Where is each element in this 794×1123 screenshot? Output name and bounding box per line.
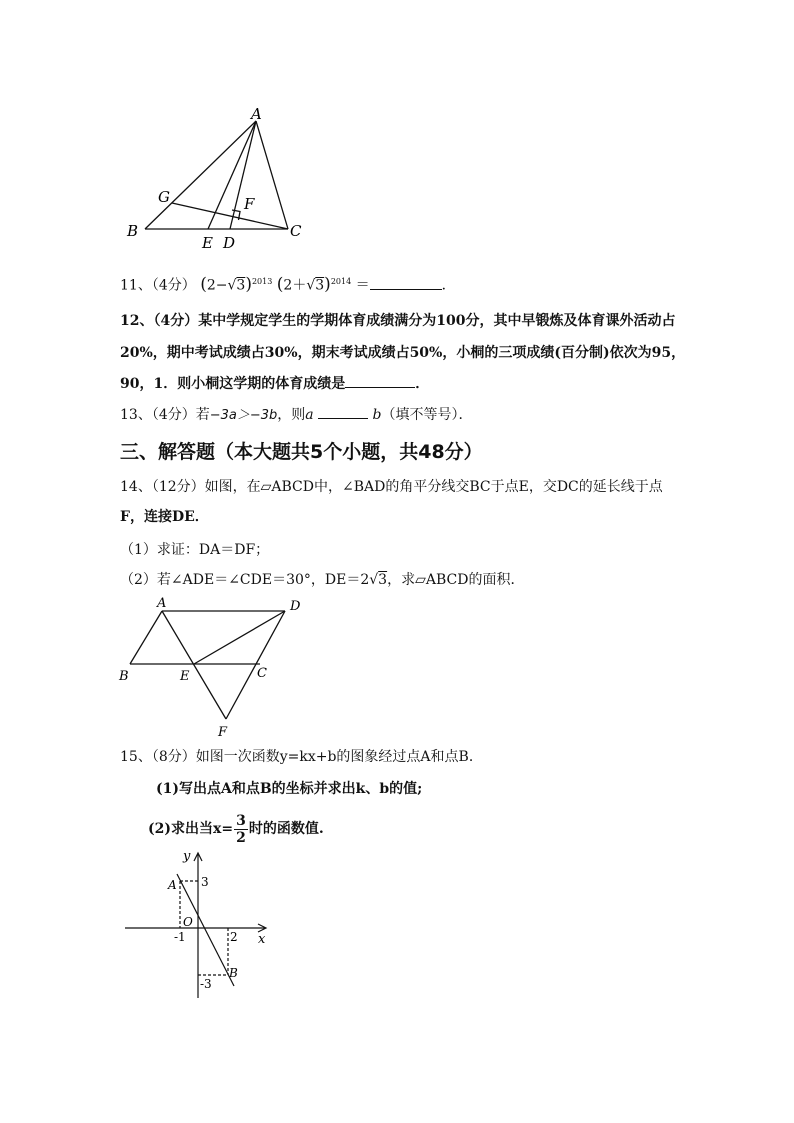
point-B-label: B: [229, 966, 238, 980]
coordinate-graph: [120, 848, 280, 1000]
triangle-figure: [120, 100, 320, 250]
label-A: A: [251, 105, 262, 123]
tick-y-3: 3: [201, 875, 209, 889]
question-14-part-2: （2）若∠ADE＝∠CDE＝30°，DE＝2√3，求▱ABCD的面积．: [120, 572, 525, 588]
tick-x-2: 2: [230, 930, 238, 944]
tick-x-neg-1: -1: [174, 930, 186, 944]
parallelogram-figure: [110, 594, 320, 742]
answer-blank[interactable]: [318, 404, 368, 419]
question-14-line-2: F，连接DE．: [120, 509, 209, 525]
label-F: F: [218, 725, 228, 740]
label-E: E: [202, 234, 213, 250]
answer-blank[interactable]: [370, 275, 442, 290]
label-D: D: [290, 599, 301, 614]
label-B: B: [119, 669, 129, 684]
question-15-part-2: (2)求出当x= $\frac{3}{2}$ 时的函数值.: [148, 812, 324, 846]
label-G: G: [158, 188, 170, 206]
label-A: A: [157, 596, 167, 611]
point-A-label: A: [168, 878, 177, 892]
question-14-line-1: 14、（12分）如图，在▱ABCD中，∠BAD的角平分线交BC于点E，交DC的延长线于点: [120, 479, 663, 495]
section-title: 三、解答题（本大题共5个小题，共48分）: [120, 441, 483, 463]
origin-label: O: [183, 915, 193, 929]
label-C: C: [290, 222, 302, 240]
question-12-line-1: 12、（4分）某中学规定学生的学期体育成绩满分为100分，其中早锻炼及体育课外活动占: [120, 313, 676, 329]
label-D: D: [223, 234, 236, 250]
question-14-part-1: （1）求证：DA＝DF；: [120, 542, 270, 558]
question-12-line-3: 90，1．则小桐这学期的体育成绩是 ．: [120, 373, 429, 394]
tick-y-neg-3: -3: [200, 977, 212, 991]
label-F: F: [244, 195, 255, 213]
answer-blank[interactable]: [345, 373, 415, 388]
label-C: C: [257, 666, 267, 681]
question-12-line-2: 20%，期中考试成绩占30%，期末考试成绩占50%，小桐的三项成绩(百分制)依次为95，: [120, 345, 686, 361]
question-15-line-1: 15、（8分）如图一次函数y=kx+b的图象经过点A和点B．: [120, 749, 483, 765]
y-axis-label: y: [183, 849, 191, 864]
label-E: E: [180, 669, 190, 684]
label-B: B: [127, 222, 139, 240]
question-15-part-1: (1)写出点A和点B的坐标并求出k、b的值;: [156, 781, 423, 797]
x-axis-label: x: [258, 932, 266, 947]
fraction: $\frac{3}{2}$: [236, 812, 246, 846]
question-11: 11、（4分） $(2-√3)^{2013}$ $(2+√3)^{2014}$ ＝ ．: [120, 274, 456, 295]
question-13: 13、（4分）若−3a＞−3b，则a b（填不等号）．: [120, 404, 473, 426]
